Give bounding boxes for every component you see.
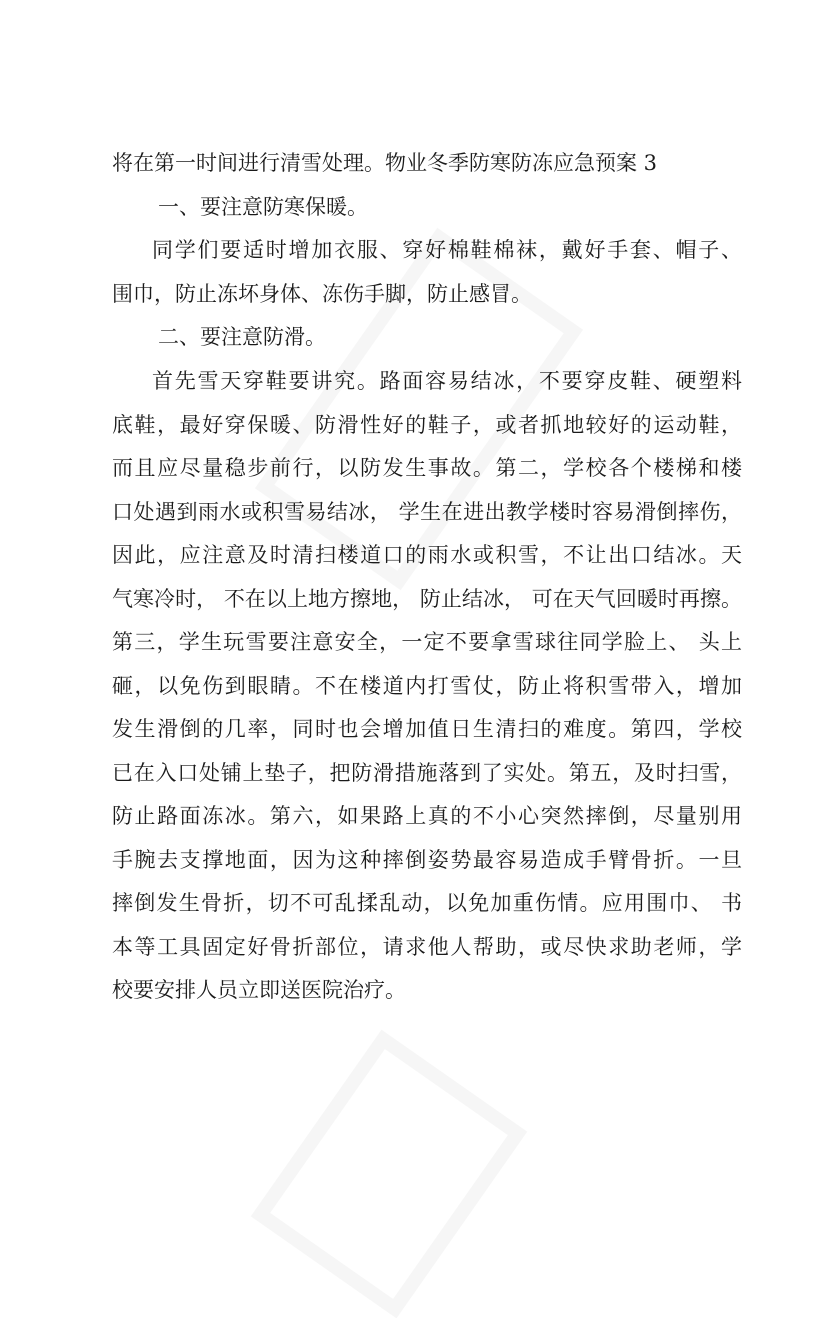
paragraph-line: 围巾，防止冻坏身体、冻伤手脚，防止感冒。	[112, 282, 532, 306]
paragraph-line: 本等工具固定好骨折部位，请求他人帮助，或尽快求助老师，学	[112, 935, 742, 959]
paragraph-line: 校要安排人员立即送医院治疗。	[112, 978, 406, 1002]
paragraph-line: 防止路面冻冰。第六，如果路上真的不小心突然摔倒，尽量别用	[112, 804, 742, 828]
paragraph-line: 首先雪天穿鞋要讲究。路面容易结冰，不要穿皮鞋、硬塑料	[152, 369, 742, 393]
paragraph-line: 底鞋，最好穿保暖、防滑性好的鞋子，或者抓地较好的运动鞋，	[112, 413, 742, 437]
paragraph-line: 已在入口处铺上垫子，把防滑措施落到了实处。第五，及时扫雪，	[112, 761, 742, 785]
heading-anti-slip: 二、要注意防滑。	[158, 325, 326, 349]
paragraph-line: 同学们要适时增加衣服、穿好棉鞋棉袜，戴好手套、帽子、	[152, 238, 742, 262]
paragraph-line: 口处遇到雨水或积雪易结冰， 学生在进出教学楼时容易滑倒摔伤，	[112, 500, 742, 524]
paragraph-line: 第三，学生玩雪要注意安全，一定不要拿雪球往同学脸上、 头上	[112, 630, 742, 654]
paragraph-line: 因此，应注意及时清扫楼道口的雨水或积雪，不让出口结冰。天	[112, 543, 742, 567]
paragraph-line: 发生滑倒的几率，同时也会增加值日生清扫的难度。第四，学校	[112, 717, 742, 741]
paragraph-line: 将在第一时间进行清雪处理。物业冬季防寒防冻应急预案 3	[112, 151, 658, 175]
paragraph-line: 摔倒发生骨折，切不可乱揉乱动，以免加重伤情。应用围巾、 书	[112, 891, 742, 915]
paragraph-line: 砸，以免伤到眼睛。不在楼道内打雪仗，防止将积雪带入，增加	[112, 674, 742, 698]
paragraph-line: 而且应尽量稳步前行，以防发生事故。第二，学校各个楼梯和楼	[112, 456, 742, 480]
heading-cold-protection: 一、要注意防寒保暖。	[158, 195, 368, 219]
paragraph-line: 气寒冷时， 不在以上地方擦地， 防止结冰， 可在天气回暖时再擦。	[112, 587, 742, 611]
paragraph-line: 手腕去支撑地面，因为这种摔倒姿势最容易造成手臂骨折。一旦	[112, 848, 742, 872]
